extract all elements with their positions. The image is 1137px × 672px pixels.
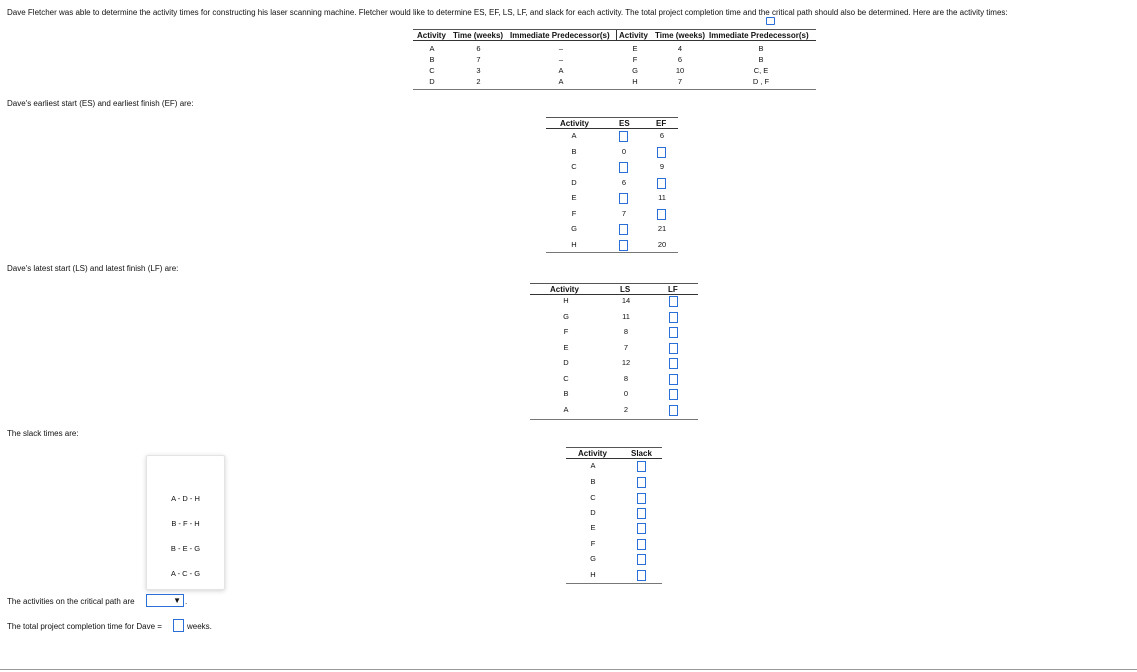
ef-input-f[interactable] bbox=[657, 209, 666, 220]
activity-label: G bbox=[590, 554, 596, 563]
critical-path-options-popup bbox=[146, 455, 225, 590]
completion-time-input[interactable] bbox=[173, 619, 184, 632]
activity-label: A bbox=[563, 405, 569, 414]
completion-label: The total project completion time for Dave = bbox=[7, 622, 162, 631]
es-ef-label: Dave's earliest start (ES) and earliest finish (EF) are: bbox=[7, 99, 194, 108]
chevron-down-icon: ▼ bbox=[173, 596, 181, 605]
activity-label: A bbox=[571, 131, 577, 140]
ls-lf-table bbox=[530, 283, 698, 420]
col-header-activity: Activity bbox=[417, 31, 446, 40]
activity-label: C bbox=[590, 493, 596, 502]
lf-input-b[interactable] bbox=[669, 389, 678, 400]
col-header-ls: LS bbox=[620, 285, 631, 294]
activity-times-table: Activity Time (weeks) Immediate Predecessor(s) Activity Time (weeks) Immediate Predecessor(s) A 6 – E 4 B B 7 – F 6 B C 3 A G 10 C, E D 2 A H 7 D , F bbox=[413, 29, 816, 91]
activity-label: G bbox=[563, 312, 569, 321]
ef-value-a: 6 bbox=[659, 131, 665, 140]
activity-label: C bbox=[571, 162, 577, 171]
col-header-activity: Activity bbox=[578, 449, 607, 458]
lf-input-h[interactable] bbox=[669, 296, 678, 307]
lf-input-a[interactable] bbox=[669, 405, 678, 416]
col-header-time-2: Time (weeks) bbox=[655, 31, 706, 40]
intro-text: Dave Fletcher was able to determine the activity times for constructing his laser scanning machine. Fletcher would like to determine ES, EF, LS, LF, and slack for each activity. The total project completion time and the critical path should also be determined. Here are the activity times: bbox=[7, 8, 1008, 17]
completion-unit: weeks. bbox=[187, 622, 212, 631]
ls-value-h: 14 bbox=[621, 296, 631, 305]
copy-icon[interactable] bbox=[766, 17, 775, 25]
activity-label: B bbox=[590, 477, 596, 486]
es-input-a[interactable] bbox=[619, 131, 628, 142]
activity-label: D bbox=[563, 358, 569, 367]
activity-label: F bbox=[571, 209, 577, 218]
activity-label: F bbox=[590, 539, 596, 548]
es-input-g[interactable] bbox=[619, 224, 628, 235]
activity-label: H bbox=[571, 240, 577, 249]
ls-value-a: 2 bbox=[623, 405, 629, 414]
activity-label: B bbox=[563, 389, 569, 398]
ef-value-e: 11 bbox=[658, 193, 666, 202]
critical-path-select[interactable] bbox=[146, 594, 184, 607]
col-header-slack: Slack bbox=[631, 449, 652, 458]
slack-input-a[interactable] bbox=[637, 461, 646, 472]
ef-value-g: 21 bbox=[657, 224, 667, 233]
critical-path-option[interactable]: A - D - H bbox=[171, 494, 200, 503]
critical-path-option[interactable]: B - F - H bbox=[171, 519, 200, 528]
col-header-ef: EF bbox=[656, 119, 667, 128]
slack-label: The slack times are: bbox=[7, 429, 79, 438]
ls-value-f: 8 bbox=[623, 327, 629, 336]
activity-label: G bbox=[571, 224, 577, 233]
ls-value-d: 12 bbox=[621, 358, 631, 367]
ls-value-g: 11 bbox=[622, 312, 630, 321]
slack-input-d[interactable] bbox=[637, 508, 646, 519]
col-header-predecessors: Immediate Predecessor(s) bbox=[510, 31, 610, 40]
activity-label: F bbox=[563, 327, 569, 336]
es-ef-table bbox=[546, 117, 678, 253]
lf-input-f[interactable] bbox=[669, 327, 678, 338]
ls-value-c: 8 bbox=[623, 374, 629, 383]
ls-value-e: 7 bbox=[623, 343, 629, 352]
slack-input-g[interactable] bbox=[637, 554, 646, 565]
es-value-d: 6 bbox=[621, 178, 627, 187]
col-header-es: ES bbox=[619, 119, 630, 128]
activity-label: E bbox=[571, 193, 577, 202]
slack-input-b[interactable] bbox=[637, 477, 646, 488]
es-input-e[interactable] bbox=[619, 193, 628, 204]
activity-label: E bbox=[590, 523, 596, 532]
slack-input-h[interactable] bbox=[637, 570, 646, 581]
slack-input-f[interactable] bbox=[637, 539, 646, 550]
activity-label: D bbox=[571, 178, 577, 187]
ef-input-d[interactable] bbox=[657, 178, 666, 189]
activity-label: A bbox=[590, 461, 596, 470]
critical-path-option[interactable]: A - C - G bbox=[170, 569, 201, 578]
activity-label: C bbox=[563, 374, 569, 383]
col-header-activity: Activity bbox=[550, 285, 579, 294]
lf-input-c[interactable] bbox=[669, 374, 678, 385]
slack-input-e[interactable] bbox=[637, 523, 646, 534]
col-header-predecessors-2: Immediate Predecessor(s) bbox=[709, 31, 809, 40]
lf-input-d[interactable] bbox=[669, 358, 678, 369]
col-header-lf: LF bbox=[668, 285, 678, 294]
es-value-f: 7 bbox=[621, 209, 627, 218]
activity-label: H bbox=[590, 570, 596, 579]
col-header-activity-2: Activity bbox=[619, 31, 648, 40]
es-input-h[interactable] bbox=[619, 240, 628, 251]
es-value-b: 0 bbox=[621, 147, 627, 156]
activity-label: D bbox=[590, 508, 596, 517]
ef-input-b[interactable] bbox=[657, 147, 666, 158]
slack-input-c[interactable] bbox=[637, 493, 646, 504]
slack-table bbox=[566, 447, 662, 584]
es-input-c[interactable] bbox=[619, 162, 628, 173]
activity-label: H bbox=[563, 296, 569, 305]
activity-label: E bbox=[563, 343, 569, 352]
col-header-time: Time (weeks) bbox=[453, 31, 504, 40]
period: . bbox=[185, 597, 188, 606]
lf-input-g[interactable] bbox=[669, 312, 678, 323]
lf-input-e[interactable] bbox=[669, 343, 678, 354]
activity-label: B bbox=[571, 147, 577, 156]
bottom-divider bbox=[0, 669, 1137, 670]
ls-value-b: 0 bbox=[623, 389, 629, 398]
col-header-activity: Activity bbox=[560, 119, 589, 128]
ls-lf-label: Dave's latest start (LS) and latest finish (LF) are: bbox=[7, 264, 179, 273]
critical-path-label: The activities on the critical path are bbox=[7, 597, 135, 606]
ef-value-c: 9 bbox=[659, 162, 665, 171]
ef-value-h: 20 bbox=[657, 240, 667, 249]
critical-path-option[interactable]: B - E - G bbox=[170, 544, 201, 553]
